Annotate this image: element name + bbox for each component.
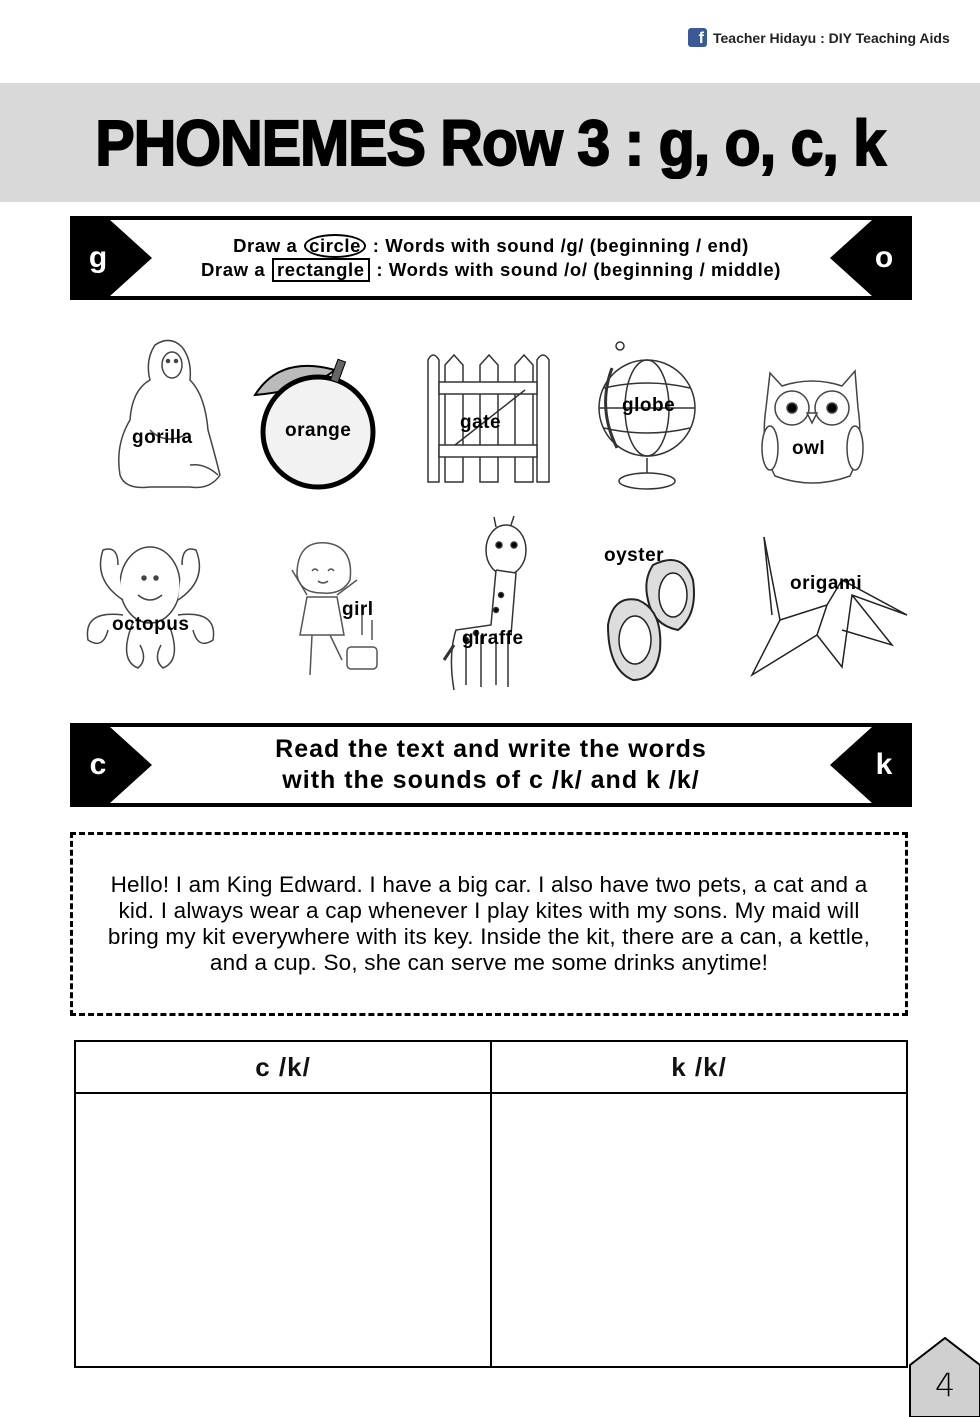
picture-origami[interactable] [742,535,912,680]
instruction-suffix: : Words with sound /g/ (beginning / end) [367,235,749,256]
picture-label: orange [285,420,352,441]
letter-badge-o: o [874,241,894,274]
gorilla-illustration [110,335,230,495]
picture-label: octopus [112,614,190,635]
instruction-banner-c-k [70,723,912,807]
picture-globe[interactable] [592,338,702,493]
letter-badge-k: k [875,748,893,781]
instruction-suffix: : Words with sound /o/ (beginning / middle) [370,259,782,280]
page-title: PHONEMES Row 3 : g, o, c, k [95,106,885,179]
girl-illustration [262,535,397,680]
facebook-icon: f [688,28,707,47]
instruction-line-1: Read the text and write the words [275,735,707,763]
author-credit [688,28,950,47]
reading-passage-box [70,832,908,1016]
picture-label: origami [790,573,863,594]
owl-illustration [760,368,865,488]
picture-giraffe[interactable] [436,515,546,693]
picture-girl[interactable] [262,535,397,680]
picture-label: gate [460,412,502,433]
picture-gate[interactable] [425,350,553,485]
picture-orange[interactable] [250,350,380,490]
rectangle-shape-word: rectangle [272,258,370,282]
picture-label: oyster [604,545,665,566]
picture-label: giraffe [462,628,524,649]
instruction-prefix: Draw a [233,235,304,256]
picture-gorilla[interactable] [110,335,230,495]
picture-oyster[interactable] [598,540,703,685]
page-number: 4 [934,1366,956,1404]
origami-crane-illustration [742,535,912,680]
giraffe-illustration [436,515,546,693]
picture-octopus[interactable] [78,540,223,675]
reading-passage-text: Hello! I am King Edward. I have a big car. I also have two pets, a cat and a kid. I always wear a cap whenever I play kites with my sons. My maid will bring my kit everywhere with its key. Inside the kit, there are a can, a kettle, and a cup. So, she can serve me some drinks anytime! [107,872,871,975]
instruction-prefix: Draw a [200,259,271,280]
picture-label: globe [622,395,676,416]
column-header-c: c /k/ [75,1041,491,1093]
letter-badge-c: c [89,748,107,781]
instruction-banner-g-o [70,216,912,300]
circle-shape-word: circle [304,234,366,258]
instruction-line-circle [233,234,749,258]
answer-table [74,1040,908,1368]
letter-badge-g: g [88,241,108,274]
banner-instructions [150,216,832,300]
picture-owl[interactable] [760,368,865,488]
title-band [0,83,980,202]
picture-label: girl [342,599,374,620]
octopus-illustration [78,540,223,675]
instruction-line-2: with the sounds of c /k/ and k /k/ [282,766,700,794]
picture-label: gorilla [132,427,193,448]
credit-text: Teacher Hidayu : DIY Teaching Aids [713,29,950,46]
answer-cell-c[interactable] [75,1093,491,1367]
banner-instructions [150,723,832,807]
instruction-line-rectangle [201,258,781,282]
answer-cell-k[interactable] [491,1093,907,1367]
picture-label: owl [792,438,826,459]
column-header-k: k /k/ [491,1041,907,1093]
